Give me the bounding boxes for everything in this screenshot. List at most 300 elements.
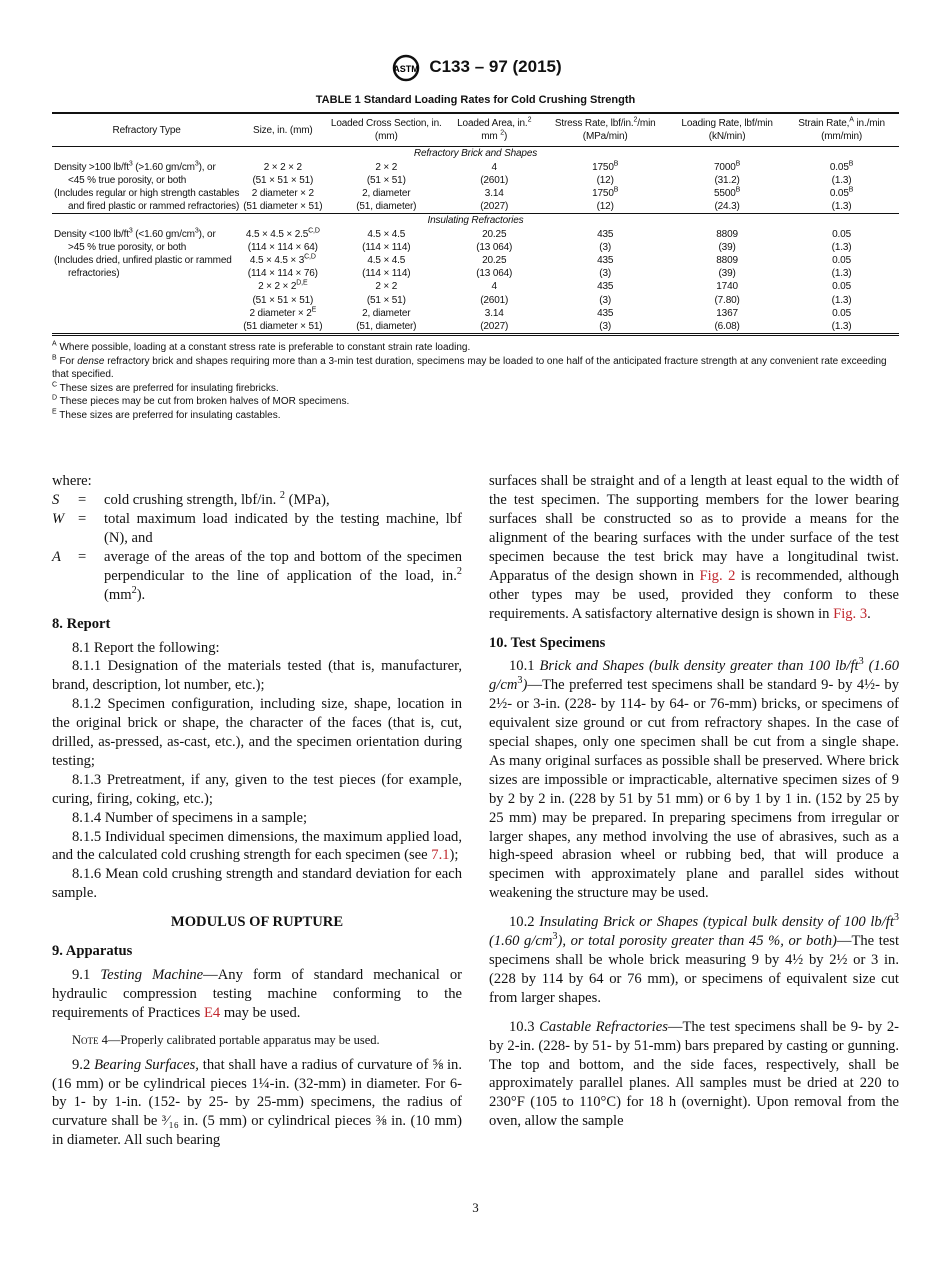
text-run: 435: [597, 228, 614, 240]
text-run: (24.3): [714, 201, 740, 213]
column-header: [448, 113, 540, 147]
text-run: 4.5 × 4.5: [367, 228, 406, 240]
symbol: S: [52, 492, 60, 509]
table-cell: [52, 187, 241, 200]
definition-text: [104, 548, 462, 605]
definition-row: [52, 548, 462, 605]
column-header: [241, 113, 324, 147]
table-row: [52, 174, 899, 187]
text-run: (<1.60 gm/cm: [132, 228, 195, 240]
table-cell: [324, 267, 448, 280]
where-label: where:: [52, 473, 92, 490]
text-run: refractory brick and shapes requiring more than a 3-min test duration, specimens may be loaded to one half of the anticipated fracture strength at any convenient rate exceeding that specified.: [52, 355, 887, 381]
text-run: 2: [633, 116, 638, 124]
text-run: C: [52, 381, 58, 389]
section-8-heading: 8. Report: [52, 615, 111, 632]
text-run: (39): [718, 241, 736, 253]
text-run: 4.5 × 4.5 × 2.5: [245, 228, 309, 240]
table-cell: [241, 174, 324, 187]
paragraph-10-3: [489, 1018, 899, 1131]
definition-text: [104, 491, 462, 510]
section-8-body: [52, 639, 462, 904]
cross-reference-link[interactable]: Fig. 3: [833, 605, 868, 622]
text-run: B: [735, 186, 741, 194]
text-run: 435: [597, 307, 614, 319]
text-run: C,D: [304, 253, 316, 261]
text-run: A: [849, 116, 854, 124]
standard-designation: C133 – 97 (2015): [429, 57, 562, 76]
table-cell: [784, 241, 899, 254]
report-item: [52, 828, 462, 866]
text-run: ).: [136, 586, 146, 603]
table-cell: [241, 187, 324, 200]
table-cell: [448, 161, 540, 174]
text-run: 9.2: [72, 1056, 95, 1073]
text-run: (1.60 g/cm: [489, 933, 553, 950]
table-cell: [540, 200, 670, 214]
table-cell: [241, 280, 324, 293]
section-label: Refractory Brick and Shapes: [413, 148, 538, 160]
text-run: that shall have a radius of curvature of ⅝ in. (16 mm) or be cylindrical pieces 1¼-in. (32-mm) in diameter. For 6- by 1- by 1-in. (152- by 25- by 25-mm) specimens, the radius of curvature shall be ³⁄₁₆ in. (5 mm) or cylindrical pieces ⅜ in. (10 mm) in diameter. All such bearing: [52, 1056, 463, 1149]
table-cell: [324, 294, 448, 307]
table-cell: [670, 161, 784, 174]
text-run: Density <100 lb/ft: [54, 228, 129, 240]
text-run: 8809: [716, 228, 738, 240]
table-cell: [52, 174, 241, 187]
table-cell: [784, 187, 899, 200]
table-cell: [52, 254, 241, 267]
footnote: [52, 409, 899, 423]
text-run: 9.1: [72, 967, 101, 983]
text-run: (114 × 114): [362, 268, 411, 280]
table-cell: [670, 320, 784, 335]
text-run: ): [504, 131, 508, 143]
text-run: 3: [194, 160, 199, 168]
text-run: 2 × 2: [375, 161, 398, 173]
table-cell: [540, 267, 670, 280]
text-run: 5500: [714, 188, 736, 200]
text-run: 10.1: [509, 658, 540, 675]
text-run: 7000: [714, 161, 736, 173]
report-item: [52, 865, 462, 903]
column-header: [670, 113, 784, 147]
table-cell: [540, 174, 670, 187]
text-run: 2: [527, 116, 532, 124]
table-cell: [670, 200, 784, 214]
text-run: Density >100 lb/ft: [54, 161, 129, 173]
definition-row: [52, 510, 462, 548]
table-cell: [540, 228, 670, 241]
text-run: surfaces shall be straight and of a length at least equal to the width of the test specimen. The supporting members for the lower bearing surfaces shall be constructed so as to provide a means for the alignment of the bearing surfaces with the under surface of the test specimen because the test brick may have a longitudinal twist. Apparatus of the design shown in: [489, 473, 899, 584]
text-run: 3: [893, 912, 899, 924]
symbol: A: [52, 548, 61, 565]
text-run: (114 × 114 × 76): [247, 268, 318, 280]
text-run: Loaded Area, in.: [457, 118, 528, 129]
text-run: These sizes are preferred for insulating firebricks.: [57, 382, 279, 394]
text-run: (mm: [104, 586, 132, 603]
text-run: 2 × 2: [375, 281, 398, 293]
report-item: [52, 657, 462, 695]
text-run: B: [848, 186, 854, 194]
text-run: E: [52, 408, 57, 416]
text-run: B: [613, 160, 619, 168]
column-header: [324, 113, 448, 147]
table-cell: [670, 187, 784, 200]
table-cell: [52, 228, 241, 241]
text-run: (1.3): [831, 174, 852, 186]
text-run: (13 064): [476, 241, 513, 253]
text-run: (12): [596, 174, 614, 186]
text-run: D,E: [296, 280, 308, 288]
text-run: (2027): [480, 321, 509, 333]
text-run: (1.3): [831, 241, 852, 253]
table-cell: [52, 200, 241, 214]
text-run: 0.05: [832, 307, 852, 319]
table-cell: [448, 187, 540, 200]
table-cell: [670, 280, 784, 293]
text-run: (3): [599, 241, 612, 253]
svg-text:ASTM: ASTM: [393, 63, 420, 74]
text-run: mm: [481, 131, 501, 143]
section-9-heading: 9. Apparatus: [52, 943, 133, 960]
text-run: 4: [491, 161, 497, 173]
text-run: E: [311, 306, 317, 314]
text-run: (51, diameter): [356, 201, 417, 213]
table-section-row: [52, 214, 899, 228]
text-run: 3.14: [484, 188, 504, 200]
table-cell: [324, 174, 448, 187]
text-run: 0.05: [832, 255, 852, 267]
text-run: (3): [599, 321, 612, 333]
text-run: cold crushing strength, lbf/in.: [104, 492, 280, 509]
section-10-heading: 10. Test Specimens: [489, 634, 606, 651]
table-cell: [784, 267, 899, 280]
equals-sign: =: [78, 511, 87, 528]
text-run: 435: [597, 281, 614, 293]
text-run: 3: [858, 656, 864, 668]
text-run: in./min (mm/min): [821, 118, 885, 143]
astm-logo-icon: [389, 54, 423, 82]
text-run: (13 064): [476, 268, 513, 280]
text-run: 2: [456, 565, 462, 577]
table-cell: [540, 254, 670, 267]
table-cell: [324, 320, 448, 335]
text-run: 0.05: [829, 188, 849, 200]
text-run: 8.1.4 Number of specimens in a sample;: [72, 809, 308, 826]
footnote: [52, 395, 899, 409]
text-run: B: [735, 160, 741, 168]
table-cell: [448, 267, 540, 280]
table-cell: [448, 320, 540, 335]
table-cell: [784, 294, 899, 307]
text-run: (1.3): [831, 294, 852, 306]
variable-definitions: [52, 491, 462, 604]
report-item: [52, 639, 462, 658]
paragraph-10-2: [489, 913, 899, 1008]
table-cell: [540, 241, 670, 254]
paragraph-9-2-continued: [489, 472, 899, 623]
text-run: refractories): [68, 268, 120, 280]
table-cell: [784, 254, 899, 267]
table-cell: [324, 280, 448, 293]
text-run: 8.1.3 Pretreatment, if any, given to the test pieces (for example, curing, firing, coking, etc.);: [52, 771, 462, 807]
table-row: [52, 161, 899, 174]
table-cell: [670, 294, 784, 307]
text-run: (7.80): [714, 294, 740, 306]
table-cell: [784, 320, 899, 335]
table-cell: [324, 241, 448, 254]
text-run: 3: [552, 931, 558, 943]
text-run: average of the areas of the top and bottom of the specimen perpendicular to the line of application of the load, in.: [104, 548, 462, 584]
text-run: 10.3: [509, 1018, 540, 1035]
paragraph-10-1: [489, 657, 899, 903]
table-cell: [241, 161, 324, 174]
text-run: ): [522, 677, 528, 694]
table-cell: [540, 161, 670, 174]
text-run: dense: [77, 355, 105, 367]
table-cell: [784, 161, 899, 174]
column-header: [540, 113, 670, 147]
definition-text: [104, 510, 462, 548]
text-run: 20.25: [482, 228, 507, 240]
text-run: 8.1.2 Specimen configuration, including size, shape, location in the original brick or shape, the character of the faces (that is, cut, drilled, as-pressed, as-cast, etc.), and the specimen orientation during testing;: [52, 696, 462, 769]
text-run: —The test specimens shall be whole brick measuring 9 by 4½ by 2½ or 3 in. (228 by 114 by 64 or 76 mm), or specimens of equivalent size cut from larger shapes.: [489, 933, 899, 1006]
text-run: 2 × 2 × 2: [263, 161, 302, 173]
table-row: [52, 320, 899, 335]
table-cell: [241, 200, 324, 214]
text-run: Note: [72, 1032, 99, 1047]
table-cell: [540, 320, 670, 335]
text-run: /min (MPa/min): [582, 118, 656, 143]
text-run: (114 × 114 × 64): [247, 241, 318, 253]
text-run: >45 % true porosity, or both: [68, 241, 187, 253]
table-cell: [670, 254, 784, 267]
text-run: Bearing Surfaces,: [94, 1056, 199, 1073]
footnote: [52, 382, 899, 396]
text-run: (3): [599, 268, 612, 280]
table-cell: [241, 228, 324, 241]
text-run: (2027): [480, 201, 509, 213]
table-header-row: [52, 113, 899, 147]
column-header: [52, 113, 241, 147]
table-cell: [784, 307, 899, 320]
text-run: 2: [279, 490, 286, 502]
text-run: C,D: [308, 227, 320, 235]
text-run: (1.60 g/cm: [489, 658, 900, 694]
report-item: [52, 695, 462, 771]
table-cell: [241, 241, 324, 254]
text-run: (51 × 51 × 51): [252, 174, 314, 186]
text-run: (51, diameter): [356, 321, 417, 333]
text-run: .: [867, 605, 871, 622]
table-cell: [670, 228, 784, 241]
text-run: 3: [128, 160, 133, 168]
text-run: ), or: [198, 228, 216, 240]
text-run: may be used.: [220, 1004, 301, 1021]
text-run: );: [449, 847, 459, 864]
text-run: (51 × 51 × 51): [252, 294, 314, 306]
text-run: B: [52, 354, 57, 362]
text-run: Strain Rate,: [798, 118, 850, 129]
text-run: Insulating Brick or Shapes (typical bulk density of 100 lb/ft: [539, 914, 894, 931]
table-cell: [540, 294, 670, 307]
table-cell: [324, 187, 448, 200]
text-run: (2601): [480, 174, 509, 186]
table-cell: [324, 161, 448, 174]
text-run: 2: [131, 584, 137, 596]
text-run: Testing Machine: [100, 967, 204, 983]
text-run: (12): [596, 201, 614, 213]
text-run: Where possible, loading at a constant stress rate is preferable to constant strain rate loading.: [56, 342, 471, 354]
footnote: [52, 355, 899, 382]
table-row: [52, 200, 899, 214]
table-cell: [784, 200, 899, 214]
table-cell: [241, 320, 324, 335]
table-cell: [448, 241, 540, 254]
table-cell: [670, 241, 784, 254]
text-run: 0.05: [829, 161, 849, 173]
table-cell: [52, 307, 241, 320]
symbol: W: [52, 511, 65, 528]
text-run: 3.14: [484, 307, 504, 319]
text-run: 20.25: [482, 255, 507, 267]
text-run: (>1.60 gm/cm: [132, 161, 195, 173]
text-run: 435: [597, 255, 614, 267]
report-item: [52, 771, 462, 809]
text-run: —Any form of standard mechanical or hydraulic compression testing machine conforming to the requirements of Practices: [52, 967, 463, 1021]
text-run: (MPa),: [285, 492, 330, 509]
text-run: 10.2: [509, 914, 540, 931]
text-run: These pieces may be cut from broken halves of MOR specimens.: [57, 396, 350, 408]
text-run: 4.5 × 4.5: [367, 255, 406, 267]
text-run: total maximum load indicated by the testing machine, lbf (N), and: [104, 511, 462, 546]
table-cell: [241, 254, 324, 267]
text-run: Loaded Cross Section, in. (mm): [330, 118, 442, 143]
table-cell: [540, 307, 670, 320]
text-run: is recommended, although other types may be used, provided they conform to these requirements. A satisfactory alternative design is shown in: [489, 567, 900, 622]
text-run: Brick and Shapes (bulk density greater than 100 lb/ft: [539, 658, 859, 675]
table-row: [52, 307, 899, 320]
cross-reference-link[interactable]: 7.1: [431, 847, 450, 864]
text-run: (51 diameter × 51): [243, 321, 323, 333]
table-cell: [52, 320, 241, 335]
table-row: [52, 228, 899, 241]
table-row: [52, 280, 899, 293]
report-item: [52, 809, 462, 828]
text-run: (114 × 114): [362, 241, 411, 253]
table-cell: [241, 307, 324, 320]
table-cell: [52, 280, 241, 293]
equals-sign: =: [78, 548, 87, 565]
table-cell: [241, 267, 324, 280]
note-4: [52, 1031, 462, 1050]
table-cell: [670, 174, 784, 187]
text-run: 4: [491, 281, 497, 293]
table-row: [52, 267, 899, 280]
paragraph-9-2: [52, 1056, 462, 1151]
table-cell: [448, 307, 540, 320]
text-run: (2601): [480, 294, 509, 306]
left-column: [52, 472, 462, 1150]
text-run: 1750: [592, 188, 614, 200]
text-run: ), or total porosity greater than 45 %, or both): [557, 933, 837, 950]
table-row: [52, 241, 899, 254]
table-cell: [52, 161, 241, 174]
text-run: 2 diameter × 2: [249, 307, 312, 319]
table-cell: [540, 280, 670, 293]
table-caption: TABLE 1 Standard Loading Rates for Cold Crushing Strength: [315, 94, 636, 106]
equals-sign: =: [78, 492, 87, 509]
body-columns: [52, 472, 899, 1150]
text-run: 8.1 Report the following:: [72, 639, 220, 656]
text-run: 2, diameter: [362, 188, 411, 200]
table-cell: [52, 241, 241, 254]
column-header: [784, 113, 899, 147]
table-cell: [670, 307, 784, 320]
text-run: Stress Rate, lbf/in.: [554, 118, 634, 129]
table-cell: [448, 174, 540, 187]
table-cell: [52, 267, 241, 280]
text-run: —The preferred test specimens shall be standard 9- by 4½- by 2½- or 3-in. (228- by 114- by 64- or 76-mm) bricks, or specimens of equivalent size ground or cut from refractory shapes. In the case of special shapes, only one specimen shall be cut from a single shape. As many original surfaces as possible shall be preserved. Where brick sizes are impossible or impracticable, alternative specimen sizes of 9 by 2 by 2 in. (228 by 51 by 51 mm) or 6 by 1 by 1 in. (152 by 25 by 25 mm) may be prepared. In preparing specimens from irregular or larger shapes, any method involving the use of abrasives, such as a high-speed abrasion wheel or rubbing bed, that will produce a specimen with approximately plane and parallel sides without weakening the structure may be used.: [489, 677, 899, 902]
text-run: 0.05: [832, 228, 852, 240]
text-run: 8.1.6 Mean cold crushing strength and standard deviation for each sample.: [52, 866, 462, 902]
cross-reference-link[interactable]: E4: [203, 1004, 221, 1021]
text-run: Castable Refractories: [539, 1018, 668, 1035]
text-run: 8.1.5 Individual specimen dimensions, the maximum applied load, and the calculated cold crushing strength for each specimen (see: [52, 828, 462, 864]
text-run: 0.05: [832, 281, 852, 293]
table-row: [52, 294, 899, 307]
text-run: (Includes regular or high strength castables: [54, 188, 240, 200]
table-row: [52, 187, 899, 200]
table-cell: [324, 307, 448, 320]
right-column: [489, 472, 899, 1150]
text-run: A: [52, 340, 57, 348]
text-run: (3): [599, 294, 612, 306]
text-run: (1.3): [831, 321, 852, 333]
text-run: and fired plastic or rammed refractories): [68, 201, 240, 213]
text-run: B: [848, 160, 854, 168]
paragraph-9-1: [52, 966, 462, 1023]
text-run: (51 × 51): [366, 294, 406, 306]
text-run: —The test specimens shall be 9- by 2- by 2-in. (228- by 51- by 51-mm) bars prepared by casting or gunning. The top and bottom, and the side faces, respectively, shall be approximately parallel planes. All samples must be dried at 220 to 230°F (105 to 110°C) for 18 h (overnight). Upon removal from the oven, allow the sample: [489, 1018, 899, 1130]
table-cell: [448, 280, 540, 293]
table-cell: [784, 228, 899, 241]
text-run: 8809: [716, 255, 738, 267]
table-cell: [448, 294, 540, 307]
table-cell: [670, 267, 784, 280]
text-run: <45 % true porosity, or both: [68, 174, 187, 186]
text-run: For: [56, 355, 78, 367]
text-run: (51 × 51): [366, 174, 406, 186]
table-cell: [448, 228, 540, 241]
text-run: (39): [718, 268, 736, 280]
table-cell: [52, 294, 241, 307]
text-run: 2 diameter × 2: [251, 188, 314, 200]
table-cell: [784, 280, 899, 293]
text-run: These sizes are preferred for insulating castables.: [56, 409, 281, 421]
table-cell: [324, 254, 448, 267]
text-run: (1.3): [831, 201, 852, 213]
text-run: Size, in. (mm): [253, 124, 313, 136]
text-run: 3: [194, 227, 199, 235]
table-cell: [241, 294, 324, 307]
cross-reference-link[interactable]: Fig. 2: [699, 567, 736, 584]
text-run: (51 diameter × 51): [243, 201, 323, 213]
text-run: 2 × 2 × 2: [258, 281, 297, 293]
table-section-row: [52, 147, 899, 161]
text-run: (Includes dried, unfired plastic or rammed: [54, 255, 232, 267]
text-run: 4.5 × 4.5 × 3: [249, 255, 305, 267]
